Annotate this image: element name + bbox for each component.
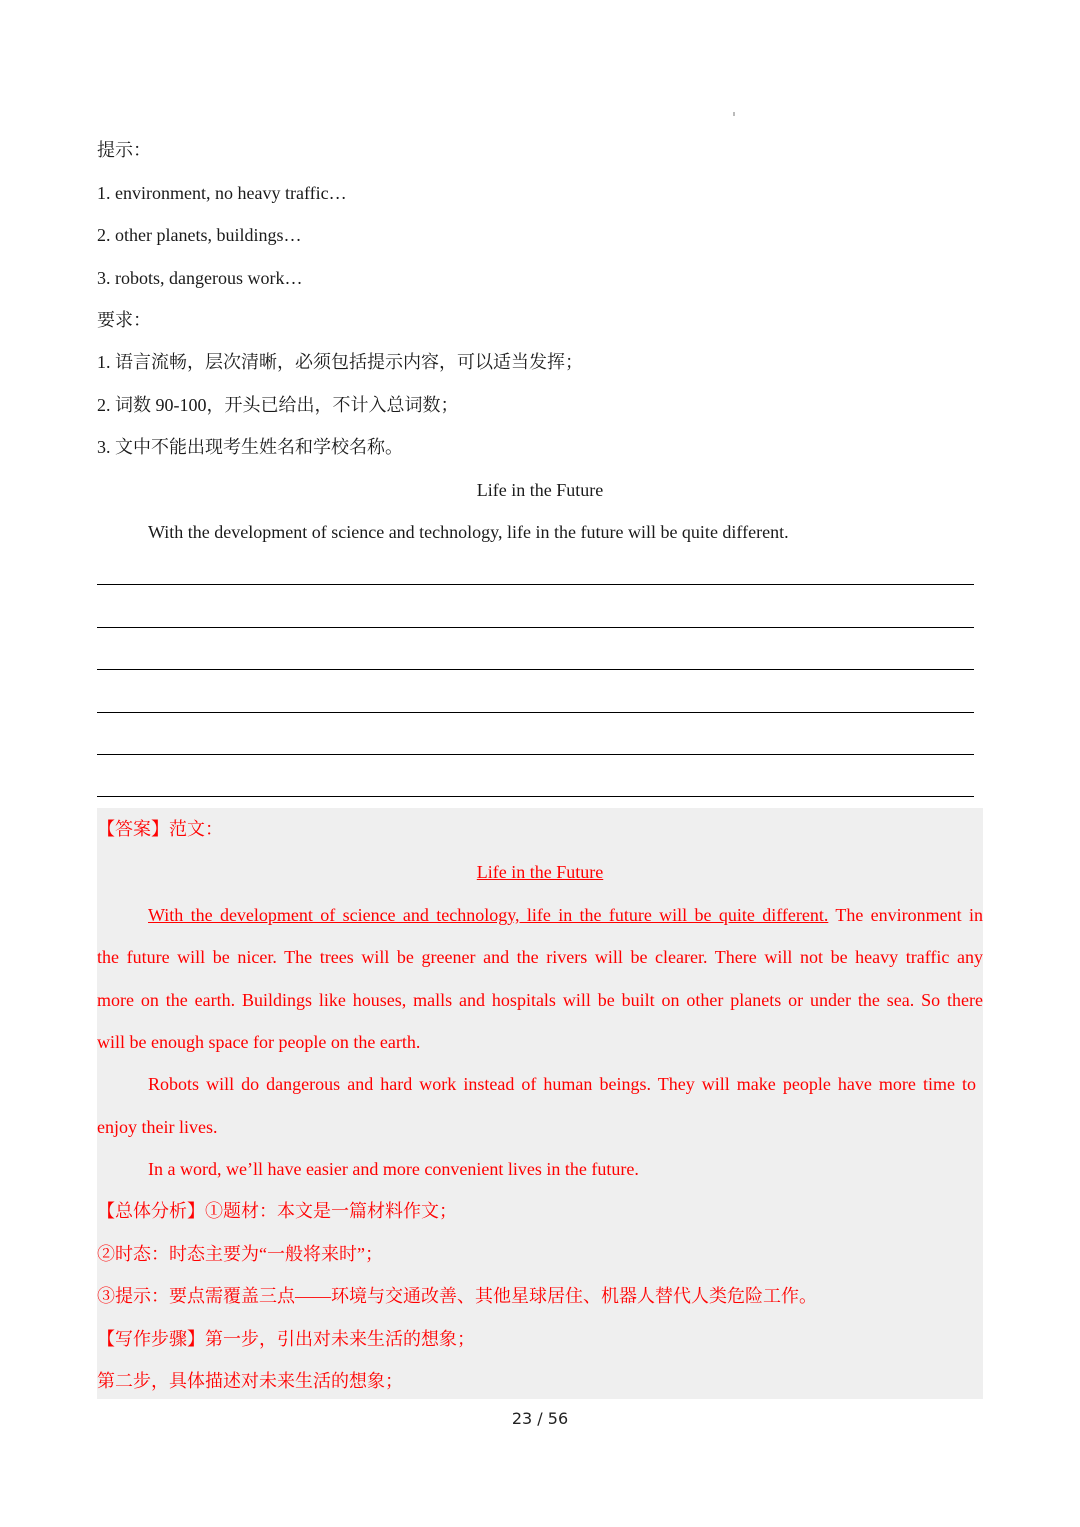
answer-p1-line2: the future will be nicer. The trees will be greener and the rivers will be clearer. There will not be heavy traffic any: [97, 947, 983, 967]
answer-label: 【答案】范文：: [97, 819, 223, 839]
requirement-1: 1. 语言流畅，层次清晰，必须包括提示内容，可以适当发挥；: [97, 352, 583, 372]
hint-2: 2. other planets, buildings…: [97, 225, 302, 245]
hint-1: 1. environment, no heavy traffic…: [97, 183, 347, 203]
essay-opening: With the development of science and technology, life in the future will be quite different.: [148, 522, 789, 542]
answer-p2-line2: enjoy their lives.: [97, 1117, 218, 1137]
writing-line[interactable]: [97, 669, 974, 670]
answer-p1-line1-rest: The environment in: [828, 905, 983, 925]
requirement-2: 2. 词数 90-100，开头已给出，不计入总词数；: [97, 395, 459, 415]
answer-p1-line3: more on the earth. Buildings like houses, malls and hospitals will be built on other planets or under the sea. So there: [97, 990, 983, 1010]
answer-title: [97, 860, 983, 884]
hint-label: 提示：: [97, 140, 151, 160]
answer-title-text: Life in the Future: [476, 862, 604, 882]
writing-line[interactable]: [97, 796, 974, 797]
answer-section: [97, 808, 983, 1399]
answer-p2-line1: Robots will do dangerous and hard work instead of human beings. They will make people have more time to: [148, 1074, 976, 1094]
page-number: 23 / 56: [511, 1409, 569, 1428]
requirement-3: 3. 文中不能出现考生姓名和学校名称。: [97, 437, 403, 457]
steps-1: 【写作步骤】第一步，引出对未来生活的想象；: [97, 1329, 475, 1349]
answer-p1-line4: will be enough space for people on the earth.: [97, 1032, 421, 1052]
essay-title: Life in the Future: [476, 480, 604, 500]
answer-p3: In a word, we’ll have easier and more convenient lives in the future.: [148, 1159, 639, 1179]
answer-opening-underlined: With the development of science and technology, life in the future will be quite different.: [148, 905, 829, 925]
steps-2: 第二步，具体描述对未来生活的想象；: [97, 1371, 403, 1391]
writing-line[interactable]: [97, 754, 974, 755]
requirements-label: 要求：: [97, 310, 151, 330]
analysis-1: 【总体分析】①题材：本文是一篇材料作文；: [97, 1201, 457, 1221]
writing-line[interactable]: [97, 584, 974, 585]
analysis-3: ③提示：要点需覆盖三点——环境与交通改善、其他星球居住、机器人替代人类危险工作。: [97, 1286, 817, 1306]
hint-3: 3. robots, dangerous work…: [97, 268, 303, 288]
writing-line[interactable]: [97, 712, 974, 713]
writing-line[interactable]: [97, 627, 974, 628]
scan-mark: [733, 112, 735, 116]
analysis-2: ②时态：时态主要为“一般将来时”；: [97, 1244, 383, 1264]
answer-p1-line1: [97, 903, 983, 927]
